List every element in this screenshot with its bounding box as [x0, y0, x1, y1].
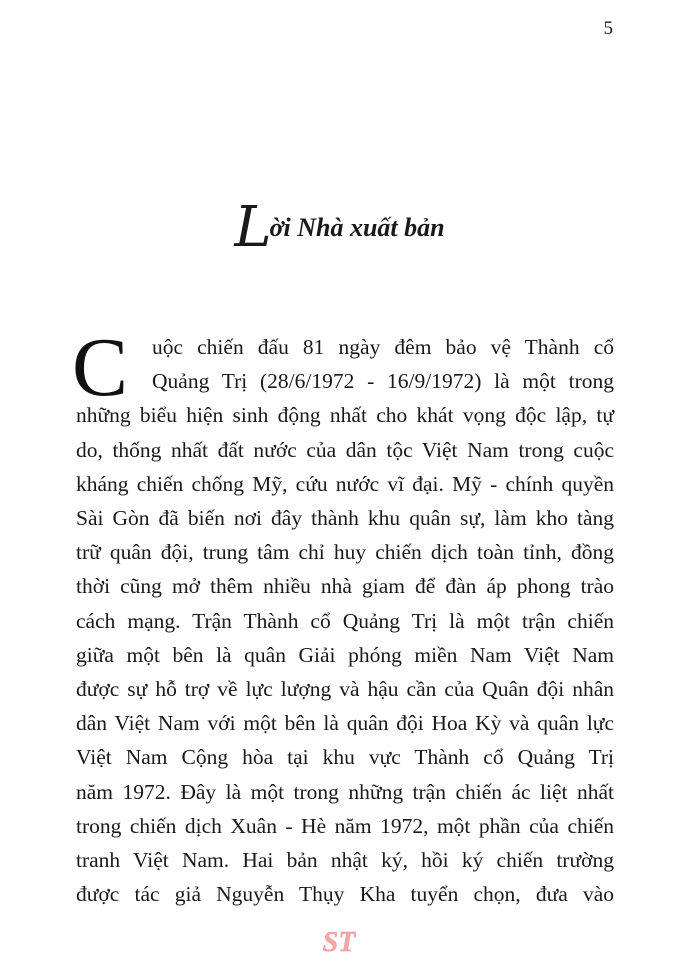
- body-line: tranh Việt Nam. Hai bản nhật ký, hồi ký chiến trường: [76, 848, 614, 873]
- body-line: trong chiến dịch Xuân - Hè năm 1972, một phần của chiến: [76, 813, 614, 838]
- body-line: thời cũng mở thêm nhiều nhà giam để đàn áp phong trào: [76, 574, 614, 599]
- title-text: ời Nhà xuất bản: [269, 213, 445, 242]
- body-line: được tác giả Nguyễn Thụy Kha tuyển chọn, đưa vào: [76, 882, 614, 907]
- body-line: cách mạng. Trận Thành cổ Quảng Trị là một trận chiến: [76, 608, 614, 633]
- body-line: trữ quân đội, trung tâm chỉ huy chiến dịch toàn tỉnh, đồng: [76, 540, 614, 565]
- body-paragraph: [72, 321, 614, 911]
- body-line: Sài Gòn đã biến nơi đây thành khu quân sự, làm kho tàng: [76, 506, 614, 531]
- body-line: Việt Nam Cộng hòa tại khu vực Thành cổ Quảng Trị: [76, 745, 614, 770]
- watermark-logo: [322, 924, 356, 958]
- page-number: 5: [603, 18, 613, 39]
- body-line: giữa một bên là quân Giải phóng miền Nam Việt Nam: [76, 642, 614, 667]
- body-line: dân Việt Nam với một bên là quân đội Hoa Kỳ và quân lực: [76, 711, 614, 736]
- body-line: được sự hỗ trợ về lực lượng và hậu cần của Quân đội nhân: [76, 677, 614, 702]
- body-line: uộc chiến đấu 81 ngày đêm bảo vệ Thành cổ: [152, 335, 614, 359]
- body-line: Quảng Trị (28/6/1972 - 16/9/1972) là một trong: [152, 369, 614, 394]
- body-line: những biểu hiện sinh động nhất cho khát vọng độc lập, tự: [76, 403, 614, 428]
- page-title: [0, 195, 679, 260]
- drop-cap: C: [72, 321, 129, 414]
- svg-text:ST: ST: [322, 927, 356, 958]
- body-line: do, thống nhất đất nước của dân tộc Việt Nam trong cuộc: [76, 437, 614, 462]
- body-line: kháng chiến chống Mỹ, cứu nước vĩ đại. Mỹ - chính quyền: [76, 471, 614, 496]
- body-line: năm 1972. Đây là một trong những trận chiến ác liệt nhất: [76, 779, 614, 804]
- title-initial: L: [234, 195, 270, 260]
